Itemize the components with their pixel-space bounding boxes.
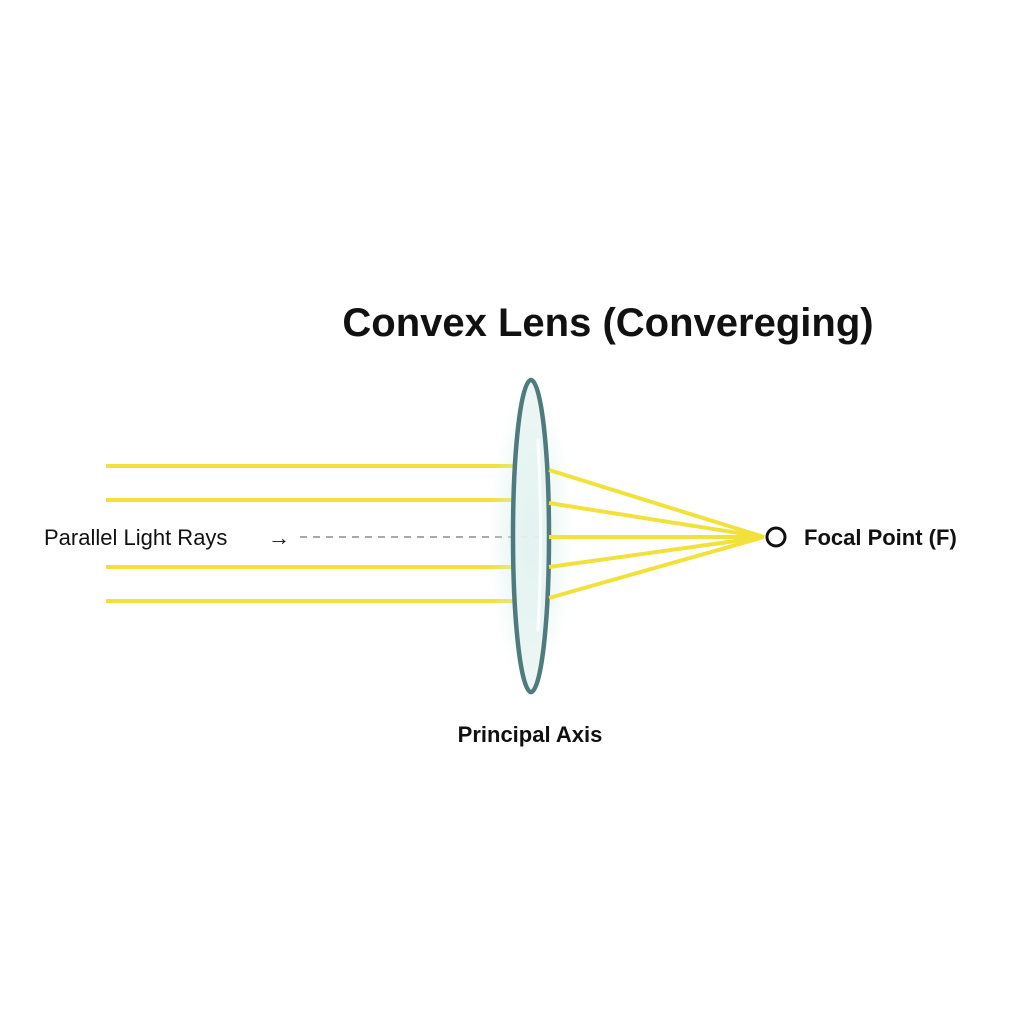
focal-point-label: Focal Point (F) <box>804 525 957 550</box>
converging-rays-group <box>549 470 764 598</box>
principal-axis-label: Principal Axis <box>457 722 603 747</box>
open-circle-icon <box>767 528 785 546</box>
converging-ray <box>549 537 764 598</box>
converging-ray <box>549 470 764 537</box>
converging-ray <box>549 537 764 567</box>
diagram-title: Convex Lens (Convereging) <box>342 301 874 345</box>
right-arrow-icon: → <box>268 525 290 550</box>
converging-ray <box>549 503 764 537</box>
convex-lens <box>513 380 549 692</box>
parallel-rays-label: Parallel Light Rays <box>44 525 228 550</box>
